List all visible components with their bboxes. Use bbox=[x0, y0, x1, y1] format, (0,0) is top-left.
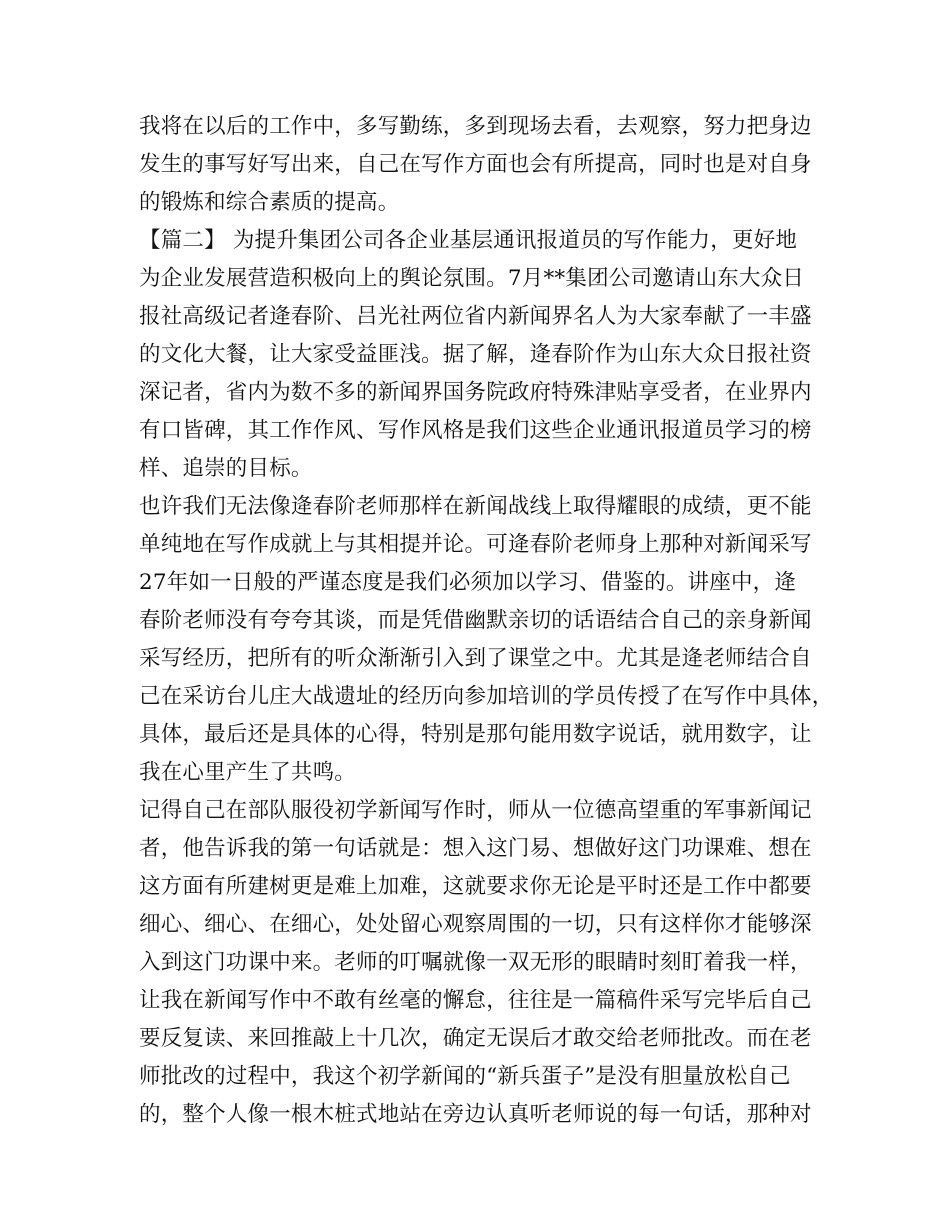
text-line: 深记者，省内为数不多的新闻界国务院政府特殊津贴享受者，在业界内 bbox=[139, 380, 812, 405]
text-line: 也许我们无法像逄春阶老师那样在新闻战线上取得耀眼的成绩，更不能 bbox=[139, 494, 812, 519]
text-line: 细心、细心、在细心，处处留心观察周围的一切，只有这样你才能够深 bbox=[139, 912, 812, 937]
text-line: 具体，最后还是具体的心得，特别是那句能用数字说话，就用数字，让 bbox=[139, 722, 812, 747]
text-line: 报社高级记者逄春阶、吕光社两位省内新闻界名人为大家奉献了一丰盛 bbox=[139, 304, 812, 329]
text-line: 采写经历，把所有的听众渐渐引入到了课堂之中。尤其是逄老师结合自 bbox=[139, 646, 812, 671]
text-line: 的，整个人像一根木桩式地站在旁边认真听老师说的每一句话，那种对 bbox=[139, 1102, 812, 1127]
text-line: 我将在以后的工作中，多写勤练，多到现场去看，去观察，努力把身边 bbox=[139, 114, 812, 139]
text-line: 我在心里产生了共鸣。 bbox=[139, 760, 357, 785]
text-line: 27年如一日般的严谨态度是我们必须加以学习、借鉴的。讲座中，逄 bbox=[139, 570, 797, 595]
text-line: 发生的事写好写出来，自己在写作方面也会有所提高，同时也是对自身 bbox=[139, 152, 812, 177]
text-line: 师批改的过程中，我这个初学新闻的“新兵蛋子”是没有胆量放松自己 bbox=[139, 1064, 791, 1089]
text-line: 有口皆碑，其工作作风、写作风格是我们这些企业通讯报道员学习的榜 bbox=[139, 418, 812, 443]
text-line: 者，他告诉我的第一句话就是：想入这门易、想做好这门功课难、想在 bbox=[139, 836, 812, 861]
text-line: 的锻炼和综合素质的提高。 bbox=[139, 190, 400, 215]
text-line: 的文化大餐，让大家受益匪浅。据了解，逄春阶作为山东大众日报社资 bbox=[139, 342, 812, 367]
text-line: 要反复读、来回推敲上十几次，确定无误后才敢交给老师批改。而在老 bbox=[139, 1026, 812, 1051]
text-line: 为企业发展营造积极向上的舆论氛围。7月**集团公司邀请山东大众日 bbox=[139, 266, 805, 291]
text-line: 这方面有所建树更是难上加难，这就要求你无论是平时还是工作中都要 bbox=[139, 874, 812, 899]
text-line: 己在采访台儿庄大战遗址的经历向参加培训的学员传授了在写作中具体， bbox=[139, 684, 834, 709]
text-line: 春阶老师没有夸夸其谈，而是凭借幽默亲切的话语结合自己的亲身新闻 bbox=[139, 608, 812, 633]
text-line: 记得自己在部队服役初学新闻写作时，师从一位德高望重的军事新闻记 bbox=[139, 798, 812, 823]
text-line: 让我在新闻写作中不敢有丝毫的懈怠，往往是一篇稿件采写完毕后自己 bbox=[139, 988, 812, 1013]
document-body bbox=[139, 108, 839, 1134]
text-line: 样、追崇的目标。 bbox=[139, 456, 313, 481]
text-line: 【篇二】 为提升集团公司各企业基层通讯报道员的写作能力，更好地 bbox=[139, 228, 798, 253]
text-line: 入到这门功课中来。老师的叮嘱就像一双无形的眼睛时刻盯着我一样， bbox=[139, 950, 812, 975]
text-line: 单纯地在写作成就上与其相提并论。可逄春阶老师身上那种对新闻采写 bbox=[139, 532, 812, 557]
